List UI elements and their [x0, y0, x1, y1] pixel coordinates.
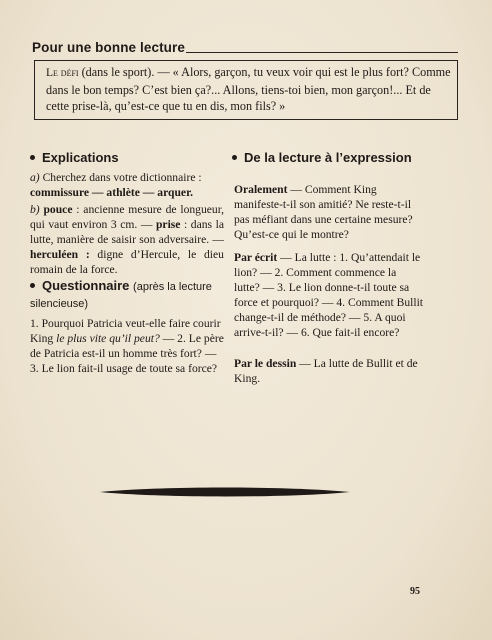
title-rule [186, 52, 458, 53]
expression-par-ecrit: Par écrit — La lutte : 1. Qu’attendait le lion? — 2. Comment commence la lutte? — 3. Le lion donne-t-il toute sa force et pourquoi? — 4. Comment Bullit change-t-il de méthode? — 5. A quoi arrive-t-il? — 6. Que fait-il encore? [234, 251, 424, 339]
explications-a: a) Cherchez dans votre dictionnaire : commissure — athlète — arquer. [30, 171, 202, 199]
decorative-swoosh [100, 484, 350, 500]
reading-label: Le défi [46, 67, 79, 79]
explications-heading: Explications [30, 150, 119, 165]
expression-heading: De la lecture à l’expression [232, 150, 412, 165]
reading-quote: (dans le sport). — « Alors, garçon, tu veux voir qui est le plus fort? Comme dans le bon temps? C’est bien ça?... Allons, tiens-toi bien, mon garçon!... Et de cette prise-là, qu’est-ce que tu en dis, mon fils? » [46, 65, 451, 113]
questionnaire-heading: Questionnaire (après la lecture silencieuse) [30, 278, 212, 310]
explications-b: b) pouce : ancienne mesure de longueur, qui vaut environ 3 cm. — prise : dans la lutte, manière de saisir son adversaire. — herculéen : digne d’Hercule, le dieu romain de la force. [30, 203, 224, 276]
bullet-icon [30, 155, 35, 160]
questionnaire-note: (après la lecture silencieuse) [30, 281, 212, 310]
bullet-icon [30, 283, 35, 288]
expression-oralement: Oralement — Comment King manifeste-t-il son amitié? Ne reste-t-il pas méfiant dans une certaine mesure? Qu’est-ce qui le montre? [234, 183, 413, 241]
expression-par-dessin: Par le dessin — La lutte de Bullit et de King. [234, 357, 418, 385]
page-number: 95 [410, 586, 420, 597]
questionnaire-questions: 1. Pourquoi Patricia veut-elle faire courir King le plus vite qu’il peut? — 2. Le père de Patricia est-il un homme très fort? — 3. Le lion fait-il usage de toute sa force? [30, 317, 224, 375]
bullet-icon [232, 155, 237, 160]
box-title: Pour une bonne lecture [32, 40, 185, 55]
reading-box-text [46, 64, 452, 115]
